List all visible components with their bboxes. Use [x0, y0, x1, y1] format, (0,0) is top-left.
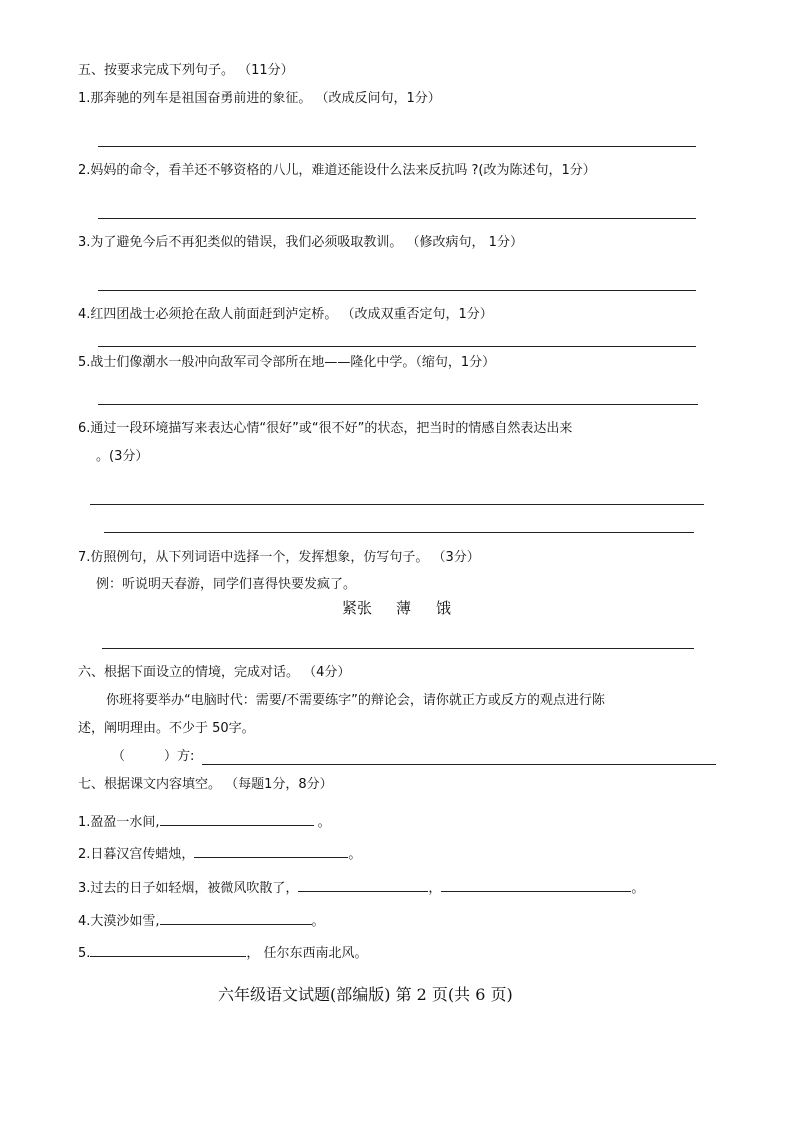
word-option-2: 薄: [396, 599, 412, 617]
fill-blank-3a[interactable]: [298, 879, 428, 892]
fill-item-3: [78, 879, 644, 897]
answer-line-1[interactable]: [98, 146, 696, 147]
fill-item-2-end: 。: [348, 847, 362, 862]
section-six-paragraph-line-2: 述，阐明理由。不少于 50字。: [78, 721, 255, 736]
section-seven-heading: 七、根据课文内容填空。 （每题1分，8分）: [78, 777, 333, 792]
word-option-3: 饿: [436, 599, 452, 617]
answer-line-2[interactable]: [98, 218, 696, 219]
word-option-1: 紧张: [342, 599, 373, 617]
answer-line-4[interactable]: [98, 346, 696, 347]
fill-item-5: [78, 944, 368, 962]
fill-blank-1[interactable]: [160, 813, 314, 826]
fill-item-3-end: 。: [631, 881, 645, 896]
question-2: 2.妈妈的命令，看羊还不够资格的八儿，难道还能设什么法来反抗吗 ?(改为陈述句，1分）: [78, 163, 596, 178]
side-choice-close: ）方:: [164, 749, 195, 764]
answer-line-7[interactable]: [102, 648, 694, 649]
fill-item-4: [78, 912, 325, 930]
fill-item-3-mid: ，: [428, 881, 442, 896]
question-1: 1.那奔驰的列车是祖国奋勇前进的象征。 （改成反问句，1分）: [78, 91, 441, 106]
fill-blank-4[interactable]: [160, 912, 312, 925]
section-six-paragraph-line-1: 你班将要举办“电脑时代：需要/不需要练字”的辩论会，请你就正方或反方的观点进行陈: [106, 693, 605, 708]
question-7-example: 例：听说明天春游，同学们喜得快要发疯了。: [96, 577, 357, 592]
fill-item-5-end: ， 任尔东西南北风。: [246, 946, 368, 961]
fill-item-1-prompt: 1.盈盈一水间,: [78, 815, 160, 830]
fill-item-2-prompt: 2.日暮汉宫传蜡烛，: [78, 847, 195, 862]
side-choice-open: （: [112, 749, 126, 764]
question-6-line-1: 6.通过一段环境描写来表达心情“很好”或“很不好”的状态，把当时的情感自然表达出来: [78, 421, 573, 436]
fill-item-2: [78, 845, 361, 863]
question-4: 4.红四团战士必须抢在敌人前面赶到泸定桥。 （改成双重否定句，1分）: [78, 307, 493, 322]
answer-line-6a[interactable]: [90, 504, 704, 505]
fill-blank-2[interactable]: [194, 845, 348, 858]
debate-answer-line[interactable]: [202, 764, 716, 765]
fill-item-1-end: 。: [313, 815, 331, 830]
section-six-heading: 六、根据下面设立的情境，完成对话。 （4分）: [78, 665, 351, 680]
answer-line-3[interactable]: [98, 290, 696, 291]
page-footer: 六年级语文试题(部编版) 第 2 页(共 6 页): [218, 985, 513, 1004]
fill-item-4-end: 。: [311, 914, 325, 929]
fill-item-4-prompt: 4.大漠沙如雪,: [78, 914, 160, 929]
fill-blank-3b[interactable]: [441, 879, 631, 892]
question-6-line-2: 。(3分）: [96, 449, 149, 464]
answer-line-6b[interactable]: [104, 532, 694, 533]
fill-blank-5[interactable]: [90, 944, 246, 957]
question-5: 5.战士们像潮水一般冲向敌军司令部所在地——隆化中学。（缩句，1分）: [78, 355, 496, 370]
question-7: 7.仿照例句，从下列词语中选择一个，发挥想象，仿写句子。 （3分）: [78, 550, 480, 565]
fill-item-5-prompt: 5.: [78, 946, 91, 961]
section-five-heading: 五、按要求完成下列句子。 （11分）: [78, 63, 294, 78]
fill-item-3-prompt: 3.过去的日子如轻烟，被微风吹散了，: [78, 881, 299, 896]
fill-item-1: [78, 813, 331, 831]
answer-line-5[interactable]: [98, 404, 698, 405]
question-3: 3.为了避免今后不再犯类似的错误，我们必须吸取教训。 （修改病句， 1分）: [78, 235, 523, 250]
